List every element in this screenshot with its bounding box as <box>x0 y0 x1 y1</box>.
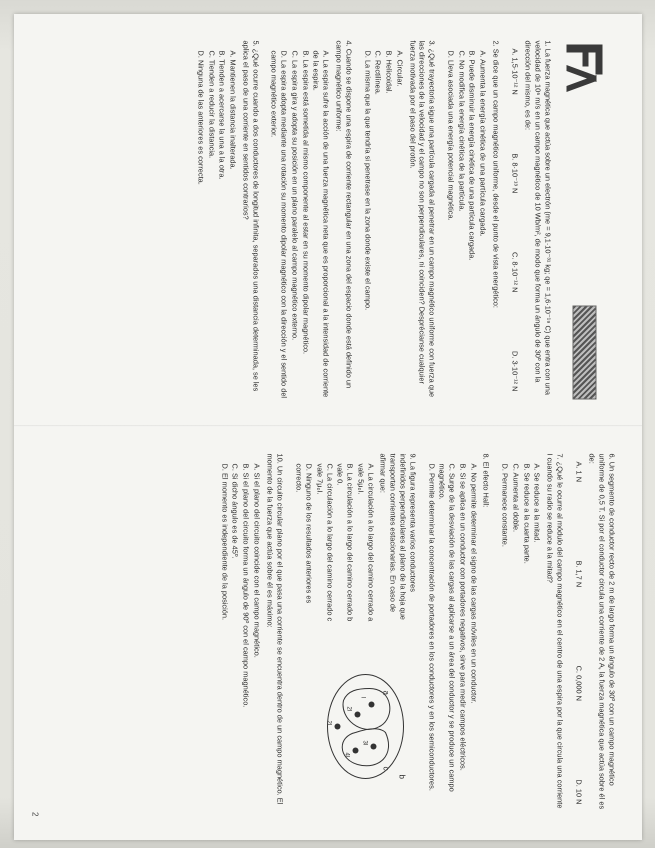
document-sheet <box>14 14 642 840</box>
question-10-options <box>219 463 261 812</box>
conductor-dot <box>352 747 358 753</box>
option: D. Permanece constante. <box>500 463 510 547</box>
option: D. Ninguna de las anteriores es correcta. <box>195 50 205 185</box>
question-7-text: 7. ¿Qué le ocurre al módulo del campo magnético en el centro de una espira por la que circula una corriente I cuando su radio se reduce a la mitad? <box>545 453 564 808</box>
option: A. La espira sufre la acción de una fuerza magnética neta que es proporcional a la intensidad de corriente de la espira. <box>311 50 331 397</box>
option: B. La espira está sometida al mismo componente al estar en su momento dipolar magnético. <box>300 50 310 354</box>
option: D. La misma que la que tendría si penetrase en la zona donde existe el campo. <box>362 50 372 310</box>
option: A. Circular. <box>394 50 404 87</box>
ampere-loops-diagram <box>321 666 413 786</box>
question-2 <box>445 40 500 399</box>
conductor-dot <box>370 743 376 749</box>
option: C. La circulación a lo largo del camino cerrado c vale 7μ₀I. <box>314 463 334 621</box>
question-7 <box>499 453 564 812</box>
question-5-options <box>195 50 237 399</box>
question-7-options <box>499 463 541 812</box>
question-6-options <box>573 453 583 812</box>
conductor-dot <box>354 711 360 717</box>
page-number: 2 <box>29 811 39 816</box>
option: B. Si se aplica en un conductor con portadores negativos, sirve para medir campos eléctricos. <box>457 463 467 771</box>
option: C. Aumenta al doble. <box>510 463 520 532</box>
option: D. El momento es independiente de la posición. <box>219 463 229 620</box>
option: A. Se reduce a la mitad. <box>532 463 542 542</box>
question-10 <box>219 453 284 812</box>
question-1-text: 1. La fuerza magnética que actúa sobre un electrón (me = 9,1·10⁻³¹ kg; qe = 1,6·10⁻¹⁹ C) que entra con una velocidad de 10⁶ m/s en un campo magnético de 10 Wb/m², de modo que forma un ángulo de 30º con la dirección del mismo, es de: <box>523 40 552 395</box>
question-3-text: 3. ¿Qué trayectoria sigue una partícula cargada al penetrar en un campo magnético uniforme con fuerza que las direcciones de la velocidad y el campo no son perpendiculares, ni coinciden? Desprécianse cualquier fuerza motivada por el paso del protón. <box>407 40 437 397</box>
barcode-stamp-icon <box>572 305 596 399</box>
question-2-text: 2. Se dice que un campo magnético uniforme, desde el punto de vista energético: <box>490 40 500 308</box>
page-2-content <box>14 427 642 838</box>
question-4-options <box>269 50 331 399</box>
page-1-content <box>14 14 642 425</box>
question-9-text: 9. La figura representa varios conductores indefinidos perpendiculares al plano de la hoja que transportan corrientes estacionarias. En caso de afirmar que: <box>378 453 417 620</box>
option: A. 1 N <box>573 461 583 482</box>
page-header <box>552 40 616 399</box>
option: C. Tienden a reducir la distancia. <box>206 50 216 158</box>
option: C. Rectilínea. <box>373 50 383 95</box>
option: A. La circulación a lo largo del camino cerrado a vale 5μ₀I. <box>355 463 375 621</box>
option: B. Se reduce a la cuarta parte. <box>521 463 531 564</box>
option: D. Ninguno de los resultados anteriores es correcto. <box>294 463 314 603</box>
option: C. Surge de la desviación de las cargas al aplicarse a un área del conductor y se produce un campo magnético. <box>437 463 457 792</box>
option: C. La espira gira y adopta su posición en un plano paralelo al campo magnético externo. <box>289 50 299 340</box>
page-2 <box>14 427 642 838</box>
question-10-text: 10. Un circuito circular plano por el que pasa una corriente se encuentra dentro de un campo magnético. El momento de la fuerza que actúa sobre él es máximo: <box>264 453 284 804</box>
option: D. Permite determinar la concentración de portadores en los conductores y en los semiconductores. <box>426 463 436 791</box>
question-9 <box>293 453 417 626</box>
option: D. Lleva asociada una energía potencial magnética. <box>445 50 455 221</box>
question-8-text: 8. El efecto Hall: <box>481 453 491 507</box>
question-8-options <box>426 463 478 812</box>
question-9-layout <box>284 453 417 812</box>
question-4 <box>269 40 353 399</box>
question-6-text: 6. Un segmento de conductor recto de 2 m de largo forma un ángulo de 30º con un campo magnético uniforme de 0,5 T. Si por el conductor circula una corriente de 2 A, la fuerza magnética que actúa sobre él es de: <box>587 453 616 809</box>
question-3-options <box>362 50 404 399</box>
option: B. Helicoidal. <box>384 50 394 94</box>
option: A. No permite determinar el signo de las cargas móviles en un conductor. <box>468 463 478 703</box>
option: A. Aumenta la energía cinética de una partícula cargada. <box>478 50 488 237</box>
question-3 <box>362 40 436 399</box>
question-9-options <box>294 463 375 626</box>
option: B. Tienden a acercarse la una a la otra. <box>217 50 227 180</box>
question-2-options <box>445 50 487 399</box>
figure-label: 4I <box>342 751 349 757</box>
option: C. No modifica la energía cinética de la partícula. <box>456 50 466 212</box>
page-1 <box>14 14 642 425</box>
question-6 <box>573 453 616 812</box>
conductor-dot <box>334 723 340 729</box>
option: D. 10 N <box>573 778 583 804</box>
option: B. La circulación a lo largo del camino cerrado b vale 0. <box>335 463 355 621</box>
figure-label: 2I <box>324 719 331 725</box>
figure-label: a <box>380 689 390 695</box>
logo-icon <box>562 40 606 92</box>
figure-label: c <box>380 765 390 770</box>
question-1-options <box>509 40 519 399</box>
option: A. Si el plano del circuito coincide con el campo magnético. <box>252 463 262 658</box>
question-9-figure <box>284 640 417 813</box>
option: B. Puede disminuir la energía cinética de una partícula cargada. <box>467 50 477 260</box>
question-1 <box>509 40 552 399</box>
option: B. 1,7 N <box>573 559 583 587</box>
loop-c <box>341 728 387 765</box>
option: D. La espira adopta mediante una rotación su momento dipolar magnético con la dirección y el sentido del campo magnético exterior. <box>269 50 289 398</box>
option: B. 8·10⁻¹³ N <box>509 152 519 193</box>
question-5 <box>195 40 260 399</box>
option: C. Si dicho ángulo es de 45º. <box>230 463 240 559</box>
option: B. Si el plano del circuito forma un ángulo de 90º con el campo magnético. <box>241 463 251 707</box>
question-4-text: 4. Cuando se dispone una espira de corriente rectangular en una zona del espacio donde está definido un campo magnético uniforme: <box>333 40 353 388</box>
option: C. 8·10⁻¹² N <box>509 251 519 292</box>
figure-label: I <box>358 695 365 698</box>
question-8 <box>426 453 491 812</box>
figure-label: 3I <box>360 739 367 745</box>
question-5-text: 5. ¿Qué ocurre cuando a dos conductores de longitud infinita, separados una distancia determinada, se les aplica el paso de una corriente en sentidos contrarios? <box>240 40 260 391</box>
figure-label: b <box>396 773 406 779</box>
conductor-dot <box>368 701 374 707</box>
figure-label: 2I <box>344 705 351 711</box>
option: A. 1,5·10⁻¹² N <box>509 48 519 95</box>
option: C. 0,000 N <box>573 665 583 701</box>
option: D. 3·10⁻¹² N <box>509 350 519 391</box>
option: A. Mantienen la distancia inalterada. <box>228 50 238 170</box>
